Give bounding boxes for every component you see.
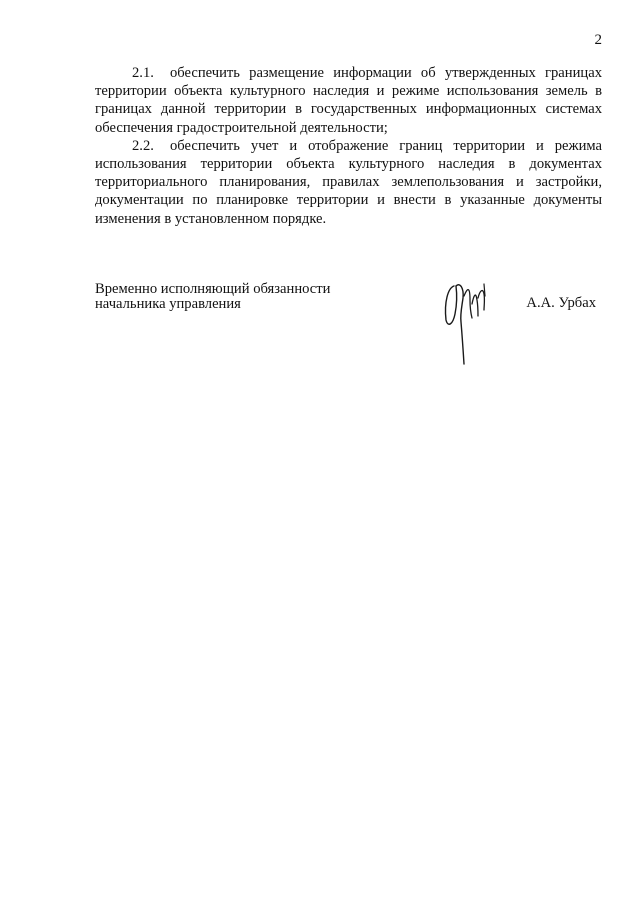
paragraph-2-1 <box>95 64 602 137</box>
paragraph-text: обеспечить учет и отображение границ территории и режима использования территории объекта культурного наследия в документах территориального планирования, правилах землепользования и застройки, документации по планировке территории и внести в указанные документы изменения в установленном порядке. <box>95 137 602 227</box>
paragraph-number: 2.1. <box>132 65 154 81</box>
paragraph-number: 2.2. <box>132 137 154 154</box>
handwritten-signature <box>440 274 490 369</box>
page-number: 2 <box>594 32 602 48</box>
signature-block <box>95 282 602 372</box>
paragraph-2-2 <box>95 137 602 228</box>
signatory-position-line-1: Временно исполняющий обязанности <box>95 281 331 297</box>
paragraph-text: обеспечить размещение информации об утвержденных границах территории объекта культурного наследия и режиме использования земель в границах данной территории в государственных информационных системах обеспечения градостроительной деятельности; <box>95 65 602 136</box>
signatory-position <box>95 282 330 312</box>
signatory-position-line-2: начальника управления <box>95 296 241 312</box>
signatory-name: А.А. Урбах <box>526 295 596 311</box>
document-body <box>95 64 602 228</box>
